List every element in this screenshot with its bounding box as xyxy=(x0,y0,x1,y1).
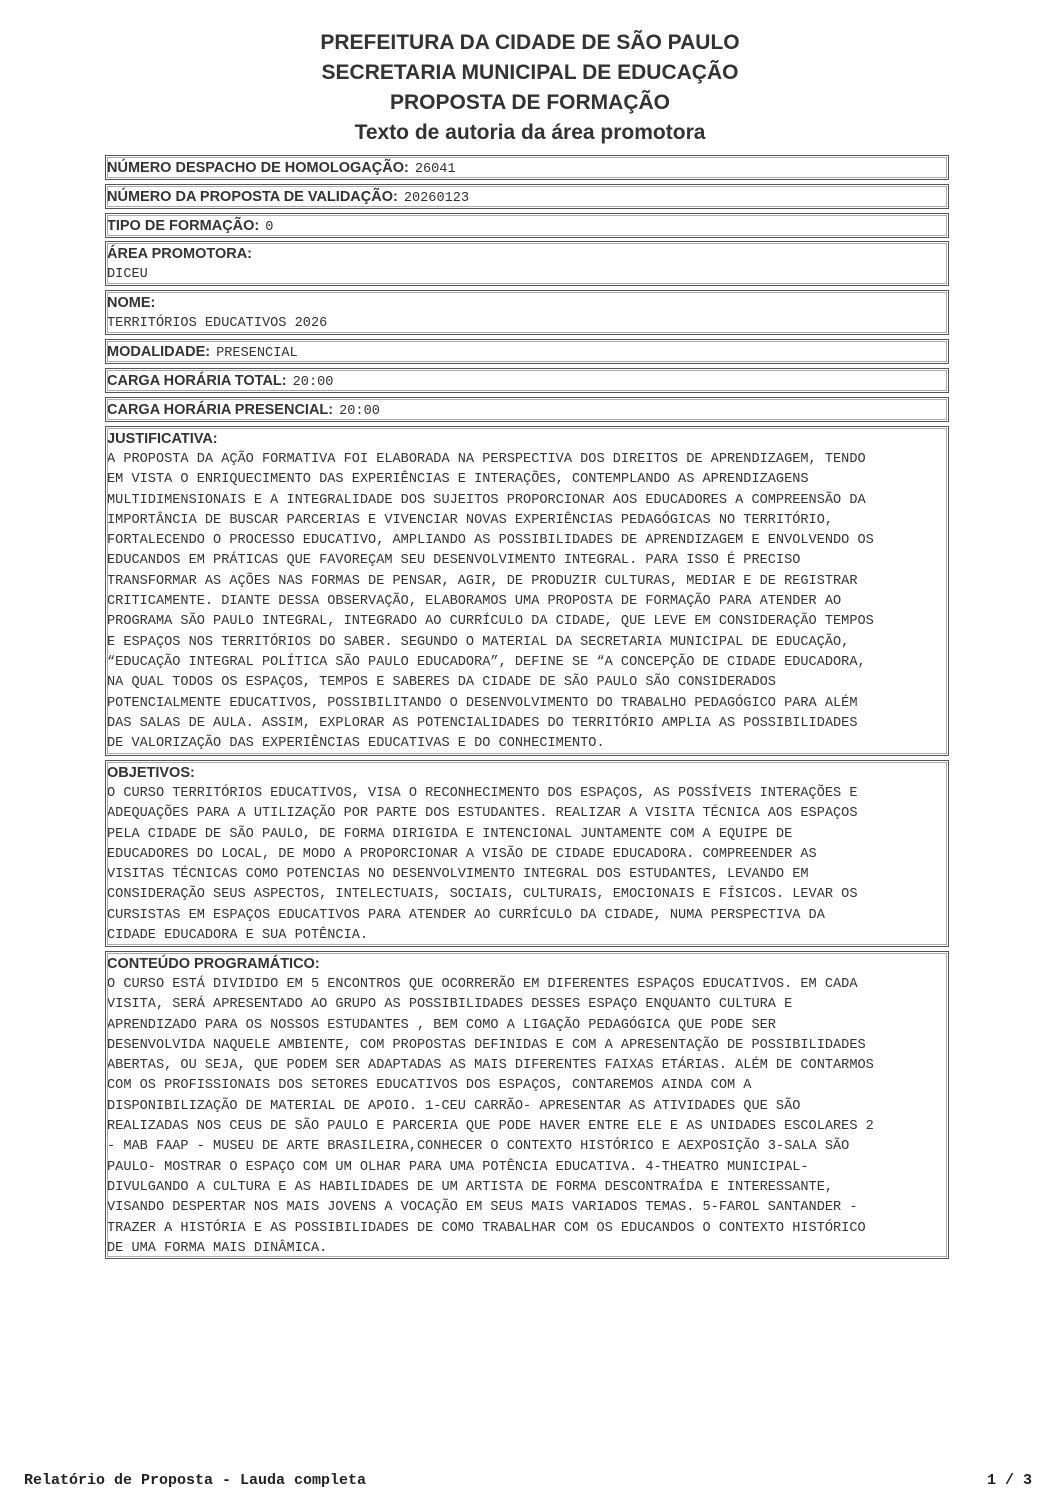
field-text: O CURSO ESTÁ DIVIDIDO EM 5 ENCONTROS QUE OCORRERÃO EM DIFERENTES ESPAÇOS EDUCATIVOS. EM CADA VISITA, SERÁ APRESENTADO AO GRUPO AS POSSIBILIDADES DESSES ESPAÇO ENQUANTO CULTURA E APRENDIZADO PARA OS NOSSOS ESTUDANTES , BEM COMO A LIGAÇÃO PEDAGÓGICA QUE PODE SER DESENVOLVIDA NAQUELE AMBIENTE, COM PROPOSTAS DEFINIDAS E COM A APRESENTAÇÃO DE POSSIBILIDADES ABERTAS, OU SEJA, QUE PODEM SER ADAPTADAS AS MAIS DIFERENTES FAIXAS ETÁRIAS. ALÉM DE CONTARMOS COM OS PROFISSIONAIS DOS SETORES EDUCATIVOS DOS ESPAÇOS, CONTAREMOS AINDA COM A DISPONIBILIZAÇÃO DE MATERIAL DE APOIO. 1-CEU CARRÃO- APRESENTAR AS ATIVIDADES QUE SÃO REALIZADAS NOS CEUS DE SÃO PAULO E PARCERIA QUE PODE HAVER ENTRE ELE E AS UNIDADES ESCOLARES 2 - MAB FAAP - MUSEU DE ARTE BRASILEIRA,CONHECER O CONTEXTO HISTÓRICO E AEXPOSIÇÃO 3-SALA SÃO PAULO- MOSTRAR O ESPAÇO COM UM OLHAR PARA UMA POTÊNCIA EDUCATIVA. 4-THEATRO MUNICIPAL- DIVULGANDO A CULTURA E AS HABILIDADES DE UM ARTISTA DE FORMA DESCONTRAÍDA E INTERESSANTE, VISANDO DESPERTAR NOS MAIS JOVENS A VOCAÇÃO EM SEUS MAIS VARIADOS TEMAS. 5-FAROL SANTANDER - TRAZER A HISTÓRIA E AS POSSIBILIDADES DE COMO TRABALHAR COM OS EDUCANDOS O CONTEXTO HISTÓRICO DE UMA FORMA MAIS DINÂMICA. xyxy=(107,977,874,1256)
header-line-3: PROPOSTA DE FORMAÇÃO xyxy=(389,91,670,114)
field-label: CARGA HORÁRIA PRESENCIAL: xyxy=(107,402,334,418)
field-conteudo-programatico xyxy=(105,951,949,1259)
document-header xyxy=(0,28,1060,148)
field-label: CARGA HORÁRIA TOTAL: xyxy=(107,373,287,389)
field-value: 20:00 xyxy=(292,375,334,390)
field-despacho xyxy=(105,155,949,180)
field-tipo xyxy=(105,213,949,238)
field-value: TERRITÓRIOS EDUCATIVOS 2026 xyxy=(107,316,328,331)
field-text: O CURSO TERRITÓRIOS EDUCATIVOS, VISA O RECONHECIMENTO DOS ESPAÇOS, AS POSSÍVEIS INTERAÇÕES E ADEQUAÇÕES PARA A UTILIZAÇÃO POR PARTE DOS ESTUDANTES. REALIZAR A VISITA TÉCNICA AOS ESPAÇOS PELA CIDADE DE SÃO PAULO, DE FORMA DIRIGIDA E INTENCIONAL JUNTAMENTE COM A EQUIPE DE EDUCADORES DO LOCAL, DE MODO A PROPORCIONAR A VISÃO DE CIDADE EDUCADORA. COMPREENDER AS VISITAS TÉCNICAS COMO POTENCIAS NO DESENVOLVIMENTO INTEGRAL DOS ESTUDANTES, LEVANDO EM CONSIDERAÇÃO SEUS ASPECTOS, INTELECTUAIS, SOCIAIS, CULTURAIS, EMOCIONAIS E FÍSICOS. LEVAR OS CURSISTAS EM ESPAÇOS EDUCATIVOS PARA ATENDER AO CURRÍCULO DA CIDADE, NUMA PERSPECTIVA DA CIDADE EDUCADORA E SUA POTÊNCIA. xyxy=(107,786,858,944)
field-value: 26041 xyxy=(414,162,456,177)
field-justificativa xyxy=(105,426,949,756)
field-label: ÁREA PROMOTORA: xyxy=(107,246,252,262)
field-label: NÚMERO DA PROPOSTA DE VALIDAÇÃO: xyxy=(107,189,398,205)
field-value: 0 xyxy=(265,220,274,235)
field-nome xyxy=(105,290,949,335)
field-value: 20:00 xyxy=(339,404,380,419)
field-label: CONTEÚDO PROGRAMÁTICO: xyxy=(107,956,320,972)
field-value: PRESENCIAL xyxy=(216,346,298,361)
header-line-1: PREFEITURA DA CIDADE DE SÃO PAULO xyxy=(320,31,740,54)
footer-page-number: 1 / 3 xyxy=(986,1472,1032,1489)
field-carga-presencial xyxy=(105,397,949,422)
header-line-2: SECRETARIA MUNICIPAL DE EDUCAÇÃO xyxy=(321,61,739,84)
field-carga-total xyxy=(105,368,949,393)
field-value: DICEU xyxy=(107,267,148,282)
field-label: NOME: xyxy=(107,295,156,311)
field-label: NÚMERO DESPACHO DE HOMOLOGAÇÃO: xyxy=(107,160,409,176)
field-label: OBJETIVOS: xyxy=(107,765,195,781)
field-area-promotora xyxy=(105,241,949,286)
field-text: A PROPOSTA DA AÇÃO FORMATIVA FOI ELABORADA NA PERSPECTIVA DOS DIREITOS DE APRENDIZAGEM, TENDO EM VISTA O ENRIQUECIMENTO DAS EXPERIÊNCIAS E INTERAÇÕES, CONTEMPLANDO AS APRENDIZAGENS MULTIDIMENSIONAIS E A INTEGRALIDADE DOS SUJEITOS PROPORCIONAR AOS EDUCADORES A COMPREENSÃO DA IMPORTÂNCIA DE BUSCAR PARCERIAS E VIVENCIAR NOVAS EXPERIÊNCIAS PEDAGÓGICAS NO TERRITÓRIO, FORTALECENDO O PROCESSO EDUCATIVO, AMPLIANDO AS POSSIBILIDADES DE APRENDIZAGEM E ENVOLVENDO OS EDUCANDOS EM PRÁTICAS QUE FAVOREÇAM SEU DESENVOLVIMENTO INTEGRAL. PARA ISSO É PRECISO TRANSFORMAR AS AÇÕES NAS FORMAS DE PENSAR, AGIR, DE PRODUZIR CULTURAS, MEDIAR E DE REGISTRAR CRITICAMENTE. DIANTE DESSA OBSERVAÇÃO, ELABORAMOS UMA PROPOSTA DE FORMAÇÃO PARA ATENDER AO PROGRAMA SÃO PAULO INTEGRAL, INTEGRADO AO CURRÍCULO DA CIDADE, QUE LEVE EM CONSIDERAÇÃO TEMPOS E ESPAÇOS NOS TERRITÓRIOS DO SABER. SEGUNDO O MATERIAL DA SECRETARIA MUNICIPAL DE EDUCAÇÃO, “EDUCAÇÃO INTEGRAL POLÍTICA SÃO PAULO EDUCADORA”, DEFINE SE “A CONCEPÇÃO DE CIDADE EDUCADORA, NA QUAL TODOS OS ESPAÇOS, TEMPOS E SABERES DA CIDADE DE SÃO PAULO SÃO CONSIDERADOS POTENCIALMENTE EDUCATIVOS, POSSIBILITANDO O DESENVOLVIMENTO DO TRABALHO PEDAGÓGICO PARA ALÉM DAS SALAS DE AULA. ASSIM, EXPLORAR AS POTENCIALIDADES DO TERRITÓRIO AMPLIA AS POSSIBILIDADES DE VALORIZAÇÃO DAS EXPERIÊNCIAS EDUCATIVAS E DO CONHECIMENTO. xyxy=(107,452,874,752)
field-objetivos xyxy=(105,760,949,947)
field-label: TIPO DE FORMAÇÃO: xyxy=(107,218,260,234)
field-proposta xyxy=(105,184,949,209)
field-label: MODALIDADE: xyxy=(107,344,211,360)
footer-report-title: Relatório de Proposta - Lauda completa xyxy=(24,1472,367,1489)
field-label: JUSTIFICATIVA: xyxy=(107,431,218,447)
field-modalidade xyxy=(105,339,949,364)
field-value: 20260123 xyxy=(403,191,470,206)
header-line-4: Texto de autoria da área promotora xyxy=(354,121,706,144)
